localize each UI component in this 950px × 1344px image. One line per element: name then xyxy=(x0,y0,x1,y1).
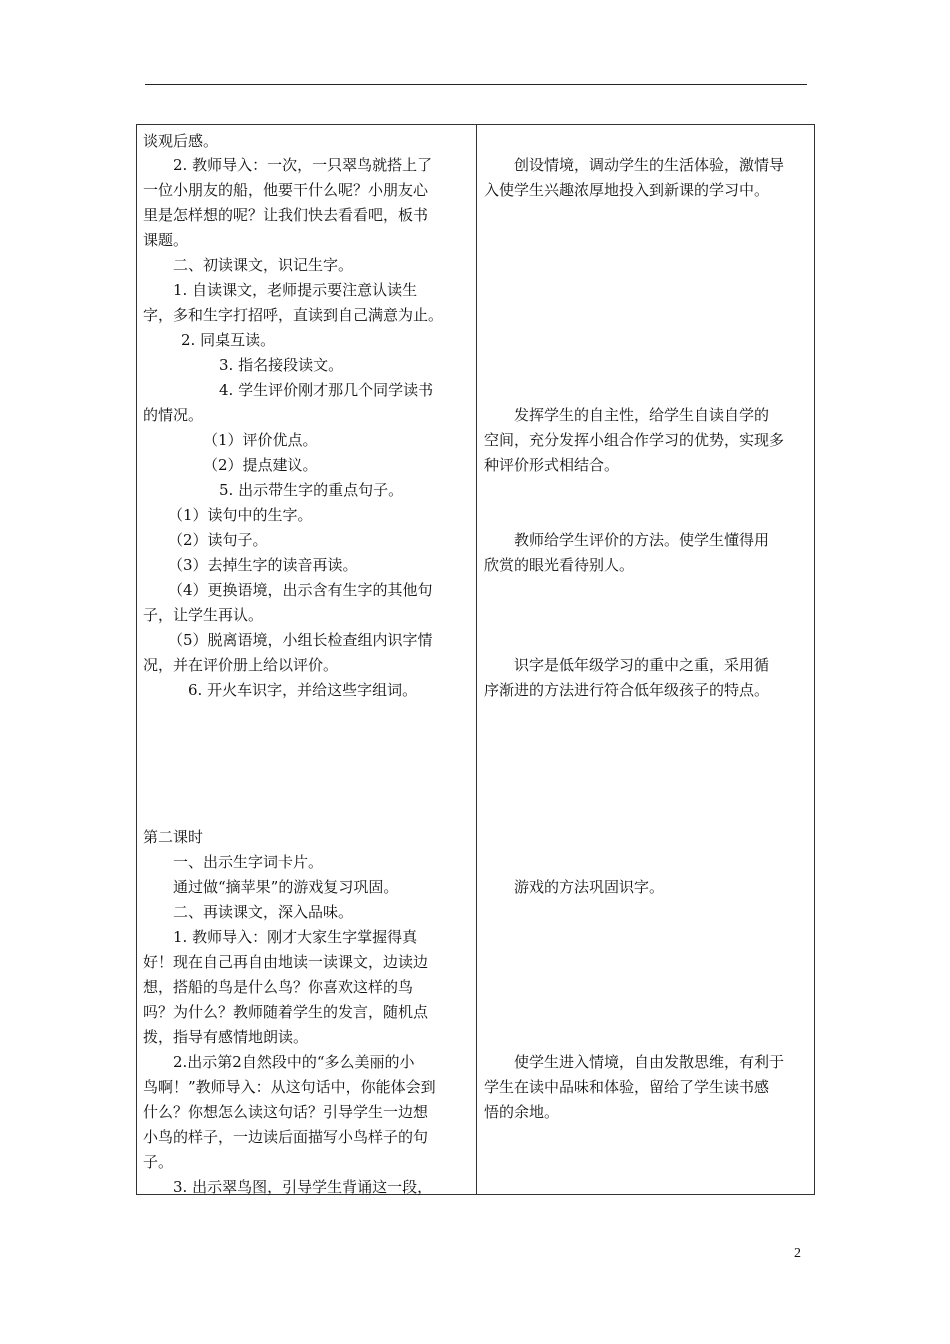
process-text-line: 的情况。 xyxy=(143,406,204,424)
process-text-line: （3）去掉生字的读音再读。 xyxy=(168,556,358,574)
process-text-line: 鸟啊！”教师导入：从这句话中，你能体会到 xyxy=(143,1078,436,1096)
process-text-line: 什么？你想怎么读这句话？引导学生一边想 xyxy=(143,1103,429,1121)
process-text-line: 二、再读课文，深入品味。 xyxy=(173,903,354,921)
process-text-line: （4）更换语境，出示含有生字的其他句 xyxy=(168,581,433,599)
process-text-line: 字，多和生字打招呼，直读到自己满意为止。 xyxy=(143,306,444,324)
intent-text-line: 欣赏的眼光看待别人。 xyxy=(484,556,635,574)
process-text-line: 2. 同桌互读。 xyxy=(181,331,276,349)
intent-text-line: 空间，充分发挥小组合作学习的优势，实现多 xyxy=(484,431,785,449)
process-text-line: 子，让学生再认。 xyxy=(143,606,264,624)
process-text-line: 拨，指导有感情地朗读。 xyxy=(143,1028,309,1046)
process-text-line: （1）评价优点。 xyxy=(203,431,318,449)
intent-text-line: 种评价形式相结合。 xyxy=(484,456,620,474)
process-text-line: 2.出示第2自然段中的“多么美丽的小 xyxy=(173,1053,415,1071)
intent-text-line: 发挥学生的自主性，给学生自读自学的 xyxy=(514,406,770,424)
process-text-line: 3. 出示翠鸟图，引导学生背诵这一段， xyxy=(173,1178,433,1196)
process-text-line: 4. 学生评价刚才那几个同学读书 xyxy=(219,381,434,399)
intent-text-line: 识字是低年级学习的重中之重，采用循 xyxy=(514,656,770,674)
process-text-line: （1）读句中的生字。 xyxy=(168,506,313,524)
process-text-line: 第二课时 xyxy=(143,828,204,846)
intent-text-line: 使学生进入情境，自由发散思维，有利于 xyxy=(514,1053,785,1071)
process-text-line: 1. 自读课文，老师提示要注意认读生 xyxy=(173,281,418,299)
intent-text-line: 创设情境，调动学生的生活体验，激情导 xyxy=(514,156,785,174)
process-text-line: 好！现在自己再自由地读一读课文，边读边 xyxy=(143,953,429,971)
process-text-line: 6. 开火车识字，并给这些字组词。 xyxy=(188,681,418,699)
intent-text-line: 序渐进的方法进行符合低年级孩子的特点。 xyxy=(484,681,770,699)
process-text-line: 二、初读课文，识记生字。 xyxy=(173,256,354,274)
process-text-line: 1. 教师导入：刚才大家生字掌握得真 xyxy=(173,928,418,946)
intent-text-line: 游戏的方法巩固识字。 xyxy=(514,878,665,896)
lesson-plan-table xyxy=(136,124,815,1195)
process-text-line: 况，并在评价册上给以评价。 xyxy=(143,656,339,674)
process-text-line: 小鸟的样子，一边读后面描写小鸟样子的句 xyxy=(143,1128,429,1146)
process-text-line: 吗？为什么？教师随着学生的发言，随机点 xyxy=(143,1003,429,1021)
process-text-line: 2. 教师导入：一次，一只翠鸟就搭上了 xyxy=(173,156,433,174)
process-text-line: 子。 xyxy=(143,1153,174,1171)
process-text-line: 想，搭船的鸟是什么鸟？你喜欢这样的鸟 xyxy=(143,978,414,996)
process-text-line: 通过做“摘苹果”的游戏复习巩固。 xyxy=(173,878,399,896)
process-text-line: 一、出示生字词卡片。 xyxy=(173,853,324,871)
column-divider xyxy=(476,125,477,1194)
process-text-line: 里是怎样想的呢？让我们快去看看吧，板书 xyxy=(143,206,429,224)
process-text-line: 3. 指名接段读文。 xyxy=(219,356,344,374)
process-text-line: 课题。 xyxy=(143,231,189,249)
intent-text-line: 学生在读中品味和体验，留给了学生读书感 xyxy=(484,1078,770,1096)
process-text-line: 5. 出示带生字的重点句子。 xyxy=(219,481,404,499)
header-rule xyxy=(145,84,807,85)
process-text-line: （5）脱离语境，小组长检查组内识字情 xyxy=(168,631,433,649)
process-text-line: 谈观后感。 xyxy=(143,132,219,150)
page-number: 2 xyxy=(794,1246,801,1261)
intent-text-line: 悟的余地。 xyxy=(484,1103,560,1121)
process-text-line: 一位小朋友的船，他要干什么呢？小朋友心 xyxy=(143,181,429,199)
process-text-line: （2）读句子。 xyxy=(168,531,268,549)
process-text-line: （2）提点建议。 xyxy=(203,456,318,474)
intent-text-line: 入使学生兴趣浓厚地投入到新课的学习中。 xyxy=(484,181,770,199)
intent-text-line: 教师给学生评价的方法。使学生懂得用 xyxy=(514,531,770,549)
